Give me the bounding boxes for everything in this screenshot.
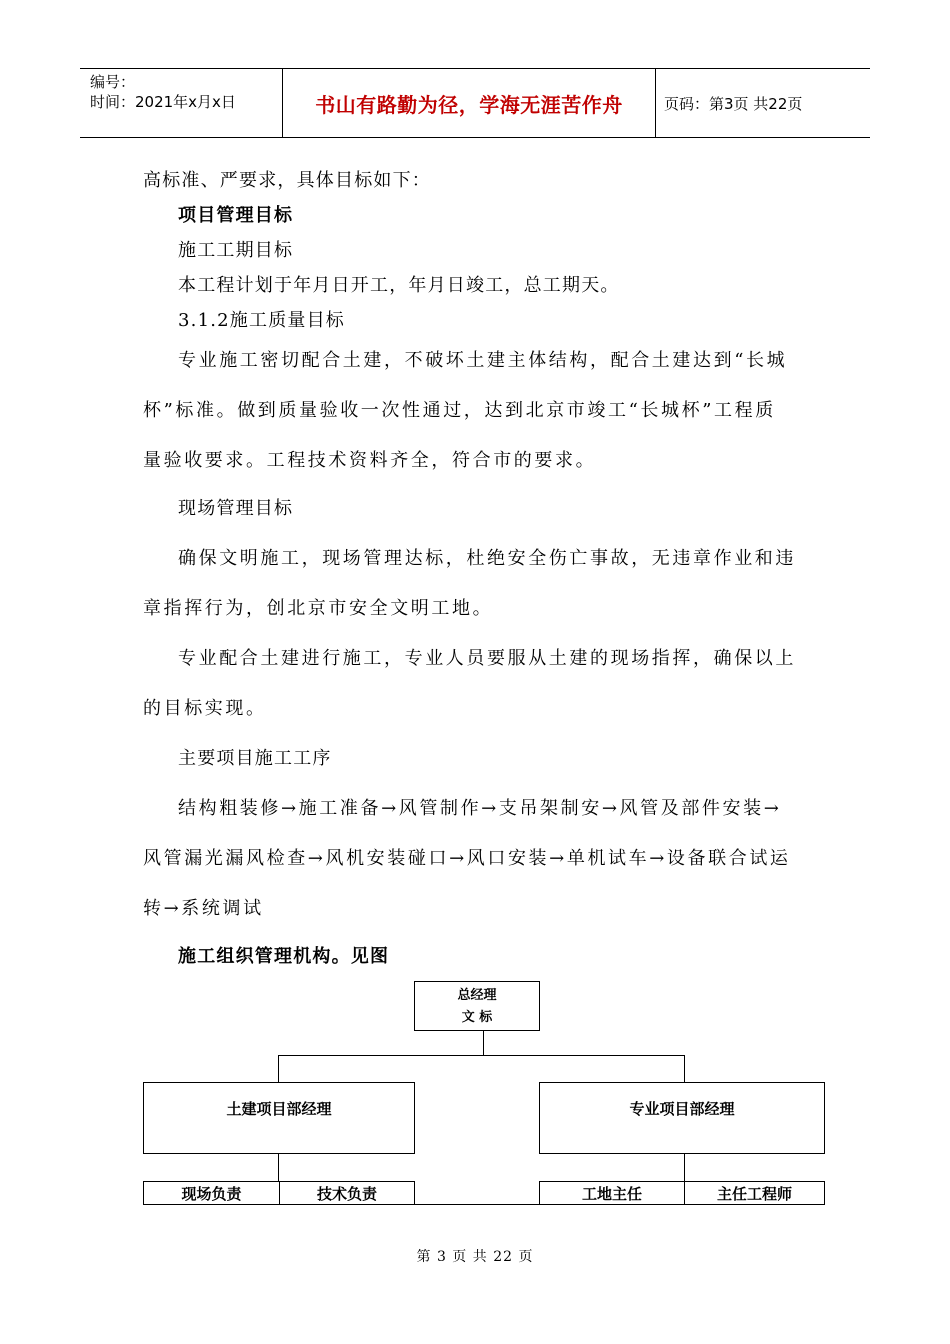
heading-org-structure: 施工组织管理机构。见图 xyxy=(178,946,390,967)
heading-process: 主要项目施工工序 xyxy=(178,748,332,769)
org-box-civil-manager xyxy=(143,1082,415,1154)
org-box-general-manager xyxy=(414,981,540,1031)
org-site-lead-label: 现场负责 xyxy=(181,1184,242,1203)
paragraph-site-line2: 章指挥行为，创北京市安全文明工地。 xyxy=(143,598,494,619)
paragraph-schedule: 本工程计划于年月日开工，年月日竣工，总工期天。 xyxy=(178,275,620,296)
org-box-specialty-manager xyxy=(539,1082,825,1154)
header-motto: 书山有路勤为径，学海无涯苦作舟 xyxy=(315,92,623,117)
paragraph-quality-line2: 杯”标准。做到质量验收一次性通过，达到北京市竣工“长城杯”工程质 xyxy=(143,400,776,421)
heading-quality-goal: 3.1.2施工质量目标 xyxy=(178,310,345,331)
org-box-tech-lead xyxy=(279,1181,415,1205)
paragraph-quality-line1: 专业施工密切配合土建，不破坏土建主体结构，配合土建达到“长城 xyxy=(178,350,788,371)
paragraph-site-line1: 确保文明施工，现场管理达标，杜绝安全伤亡事故，无违章作业和违 xyxy=(178,548,796,569)
heading-schedule-goal: 施工工期目标 xyxy=(178,240,294,261)
heading-site-goal: 现场管理目标 xyxy=(178,498,294,519)
org-connector-horizontal xyxy=(278,1055,685,1056)
org-general-manager-title: 总经理 xyxy=(457,988,497,1003)
paragraph-coop-line2: 的目标实现。 xyxy=(143,698,267,719)
document-date-label: 时间：2021年x月x日 xyxy=(90,93,236,111)
org-box-site-director xyxy=(539,1181,685,1205)
org-connector-right xyxy=(684,1055,685,1082)
header-motto-cell xyxy=(282,69,656,137)
org-connector-right-sub xyxy=(684,1154,685,1181)
org-box-chief-engineer xyxy=(684,1181,825,1205)
org-general-manager-name: 文 标 xyxy=(461,1010,493,1025)
org-connector-top xyxy=(483,1031,484,1055)
org-site-director-label: 工地主任 xyxy=(581,1184,642,1203)
org-tech-lead-label: 技术负责 xyxy=(316,1184,377,1203)
header-page-cell xyxy=(656,69,878,137)
paragraph-process-line3: 转→系统调试 xyxy=(143,898,264,919)
paragraph-process-line2: 风管漏光漏风检查→风机安装碰口→风口安装→单机试车→设备联合试运 xyxy=(143,848,791,869)
org-chief-engineer-label: 主任工程师 xyxy=(716,1184,792,1203)
org-box-site-lead xyxy=(143,1181,280,1205)
paragraph-intro: 高标准、严要求，具体目标如下： xyxy=(143,170,431,191)
header-page-number: 页码：第3页 共22页 xyxy=(664,94,803,113)
org-specialty-manager-label: 专业项目部经理 xyxy=(629,1100,735,1118)
org-connector-left-sub xyxy=(278,1154,279,1181)
org-civil-manager-label: 土建项目部经理 xyxy=(226,1100,332,1118)
page-header xyxy=(80,68,870,138)
page-footer: 第 3 页 共 22 页 xyxy=(416,1249,534,1265)
paragraph-quality-line3: 量验收要求。工程技术资料齐全，符合市的要求。 xyxy=(143,450,597,471)
document-number-label: 编号： xyxy=(90,73,136,91)
paragraph-process-line1: 结构粗装修→施工准备→风管制作→支吊架制安→风管及部件安装→ xyxy=(178,798,782,819)
header-meta xyxy=(80,69,282,137)
paragraph-coop-line1: 专业配合土建进行施工，专业人员要服从土建的现场指挥，确保以上 xyxy=(178,648,796,669)
org-connector-bottom xyxy=(415,1204,539,1205)
heading-project-goals: 项目管理目标 xyxy=(178,205,294,226)
org-connector-left xyxy=(278,1055,279,1082)
